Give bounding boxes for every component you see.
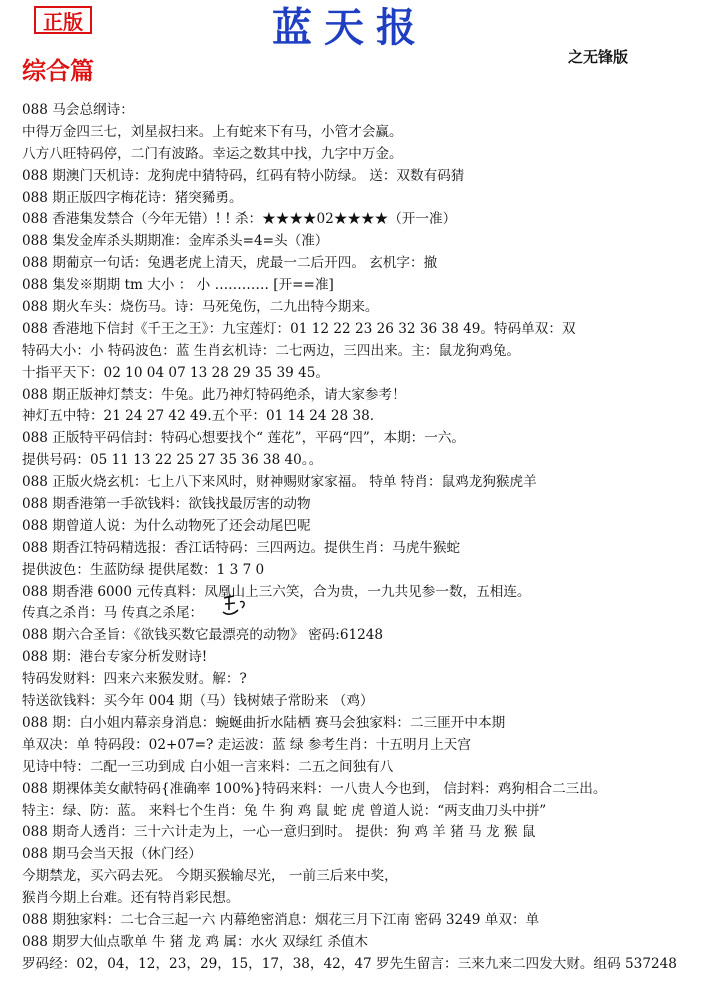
- text-line: 088 期马会当天报（休门经）: [22, 846, 202, 863]
- text-line: 088 正版特平码信封：特码心想要找个“ 莲花”，平码“四”，本期：一六。: [22, 430, 466, 447]
- text-line: 中得万金四三七，刘星叔扫来。上有蛇来下有马，小管才会赢。: [22, 123, 403, 140]
- text-line: 神灯五中特：21 24 27 42 49.五个平：01 14 24 28 38.: [22, 408, 375, 425]
- text-line: 088 期裸体美女献特码{准确率 100%}特码来料：一八贵人今也到， 信封料：鸡狗相合二三出。: [22, 780, 607, 797]
- text-line: 特主：绿、防：蓝。 来料七个生肖：兔 牛 狗 鸡 鼠 蛇 虎 曾道人说：“两支曲刀头中拼”: [22, 802, 547, 819]
- edition-badge: 正版: [34, 6, 92, 34]
- text-line: 088 期曾道人说：为什么动物死了还会动尾巴呢: [22, 517, 311, 534]
- text-line: 088 期正版四字梅花诗：猪突豨勇。: [22, 189, 243, 206]
- text-line: 088 期：港台专家分析发财诗!: [22, 649, 208, 666]
- text-line: 088 期葡京一句话：兔遇老虎上清天，虎最一二后开四。 玄机字：撤: [22, 255, 438, 272]
- text-line: 088 期香港第一手欲钱料：欲钱找最厉害的动物: [22, 496, 311, 513]
- text-line: 见诗中特：二配一三功到成 白小姐一言来料：二五之间独有八: [22, 758, 394, 775]
- text-line: 088 香港地下信封《千王之王》：九宝莲灯：01 12 22 23 26 32 36 38 49。特码单双：双: [22, 320, 576, 337]
- text-line: 088 期六合圣旨：《欲钱买数它最漂亮的动物》 密码:61248: [22, 627, 384, 644]
- text-line: 088 香港集发禁合（今年无错）! ! 杀：★★★★02★★★★（开一准）: [22, 211, 457, 228]
- page-title: 蓝天报: [272, 4, 428, 51]
- text-line: 088 期：白小姐内幕亲身消息：蜿蜒曲折水陆栖 赛马会独家料：二三匪开中本期: [22, 714, 506, 731]
- text-line: 提供波色：生蓝防绿 提供尾数：1 3 7 0: [22, 561, 265, 578]
- text-line: 088 期正版神灯禁支：牛兔。此乃神灯特码绝杀，请大家参考！: [22, 386, 406, 403]
- text-line: 088 正版火烧玄机：七上八下来风时，财神赐财家家福。 特单 特肖：鼠鸡龙狗猴虎羊: [22, 474, 537, 491]
- text-line: 088 期香港 6000 元传真料：凤凰山上三六笑，合为贵，一九共见参一数，五相连。: [22, 583, 531, 600]
- text-line: 088 集发※期期 tm 大小 ： 小 ………… [开==准]: [22, 277, 334, 294]
- text-line: 088 期火车头：烧伤马。诗：马死兔伤，二九出特今期来。: [22, 299, 379, 316]
- text-line: 特码发财料：四来六来猴发财。解：?: [22, 671, 247, 688]
- text-line: 088 期奇人透肖：三十六计走为上，一心一意归到时。 提供：狗 鸡 羊 猪 马 龙 猴 鼠: [22, 824, 536, 841]
- text-line: 单双决：单 特码段：02+07=? 走运波：蓝 绿 参考生肖：十五明月上天宫: [22, 736, 471, 753]
- text-line: 十指平天下：02 10 04 07 13 28 29 35 39 45。: [22, 364, 330, 381]
- text-line: 088 期香江特码精选报：香江话特码：三四两边。提供生肖：马虎牛猴蛇: [22, 539, 461, 556]
- text-line: 088 期澳门天机诗：龙狗虎中猜特码，红码有特小防绿。 送：双数有码猜: [22, 167, 465, 184]
- text-line: 提供号码：05 11 13 22 25 27 35 36 38 40。。: [22, 452, 323, 469]
- text-line: 特码大小：小 特码波色：蓝 生肖玄机诗：二七两边，三四出来。主：鼠龙狗鸡兔。: [22, 342, 521, 359]
- text-line: 特送欲钱料：买今年 004 期（马）钱树婊子常盼来 （鸡）: [22, 693, 374, 710]
- text-line: 八方八旺特码停，二门有波路。幸运之数其中找，九字中万金。: [22, 145, 403, 162]
- text-line: 今期禁龙，买六码去死。 今期买猴输尽光， 一前三后来中奖，: [22, 868, 398, 885]
- content-body: [22, 100, 722, 976]
- text-line: 088 集发金库杀头期期准：金库杀头=4=头（准）: [22, 233, 329, 250]
- text-line: 088 马会总纲诗：: [22, 102, 134, 118]
- text-line: 088 期罗大仙点歌单 牛 猪 龙 鸡 属：水火 双绿红 杀值木: [22, 933, 368, 950]
- edition-label: 之无锋版: [568, 48, 629, 66]
- section-heading: 综合篇: [22, 57, 94, 85]
- text-line: 罗码经：02，04，12，23，29，15，17，38，42，47 罗先生留言：三来九来二四发大财。组码 537248: [22, 955, 677, 972]
- text-line: 088 期独家料：二七合三起一六 内幕绝密消息：烟花三月下江南 密码 3249 单双：单: [22, 911, 540, 928]
- text-line: 猴肖今期上台难。还有特肖彩民想。: [22, 890, 240, 907]
- text-line: 传真之杀肖：马 传真之杀尾：: [22, 605, 204, 622]
